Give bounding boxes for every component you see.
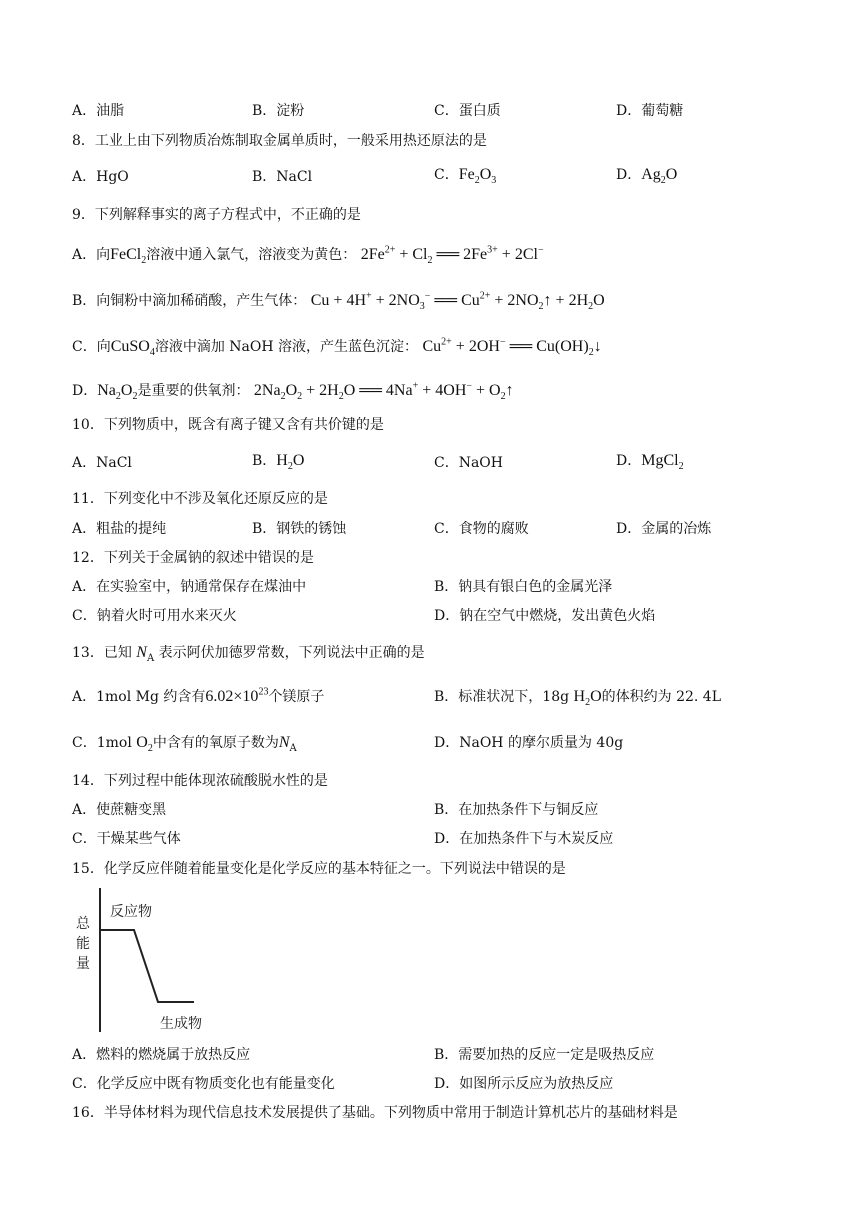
q7-option-d: D．葡萄糖 (616, 103, 684, 119)
q12-option-a: A．在实验室中，钠通常保存在煤油中 (72, 579, 307, 595)
q15-option-b: B．需要加热的反应一定是吸热反应 (434, 1047, 655, 1063)
q14-option-b: B．在加热条件下与铜反应 (434, 802, 599, 818)
q9-option-d: D．$Na_2O_2$是重要的供氧剂： $2Na_2O_2 + 2H_2O$ ══ $4Na^+ + 4OH^- + O_2↑$ (72, 380, 514, 403)
y-label-2: 能 (76, 936, 90, 952)
q15-stem: 15．化学反应伴随着能量变化是化学反应的基本特征之一。下列说法中错误的是 (72, 861, 566, 877)
q11-option-c: C．食物的腐败 (434, 521, 529, 537)
energy-curve (100, 930, 194, 1002)
q12-option-b: B．钠具有银白色的金属光泽 (434, 579, 613, 595)
q8-option-c: C．$Fe_2O_3$ (434, 166, 497, 187)
y-label-1: 总 (76, 916, 90, 932)
q14-option-a: A．使蔗糖变黑 (72, 802, 167, 818)
q10-stem: 10．下列物质中，既含有离子键又含有共价键的是 (72, 417, 384, 433)
q9-option-a: A．向FeCl$_2$溶液中通入氯气，溶液变为黄色： $2Fe^{2+} + Cl_2$ ══ $2Fe^{3+} + 2Cl^-$ (72, 244, 544, 267)
q8-option-d: D．$Ag_2O$ (616, 166, 678, 187)
q10-option-b: B．$H_2O$ (252, 452, 305, 473)
q10-option-c: C．NaOH (434, 455, 503, 471)
q9-option-b: B．向铜粉中滴加稀硝酸，产生气体： $Cu + 4H^+ + 2NO_3^-$ ══ $Cu^{2+}$ + $2NO_2↑ + 2H_2O$ (72, 290, 605, 313)
q14-stem: 14．下列过程中能体现浓硫酸脱水性的是 (72, 773, 328, 789)
q16-stem: 16．半导体材料为现代信息技术发展提供了基础。下列物质中常用于制造计算机芯片的基础材料是 (72, 1105, 678, 1121)
q13-option-b: B．标准状况下，18g $H_2O$的体积约为 22. 4L (434, 688, 722, 709)
q7-option-c: C．蛋白质 (434, 103, 501, 119)
energy-diagram (72, 884, 232, 1036)
reactant-label: 反应物 (110, 904, 152, 920)
q7-option-a: A．油脂 (72, 103, 125, 119)
q8-stem: 8．工业上由下列物质冶炼制取金属单质时，一般采用热还原法的是 (72, 133, 487, 149)
q12-option-d: D．钠在空气中燃烧，发出黄色火焰 (434, 608, 656, 624)
q7-option-b: B．淀粉 (252, 103, 305, 119)
q9-option-c: C．向CuSO$_4$溶液中滴加 NaOH 溶液，产生蓝色沉淀： $Cu^{2+} + 2OH^-$ ══ $Cu(OH)_2↓$ (72, 336, 602, 359)
product-label: 生成物 (160, 1016, 202, 1032)
q13-option-c: C．1mol $O_2$中含有的氧原子数为$N_A$ (72, 734, 297, 755)
q14-option-c: C．干燥某些气体 (72, 831, 181, 847)
q9-stem: 9．下列解释事实的离子方程式中，不正确的是 (72, 207, 361, 223)
q10-option-a: A．NaCl (72, 455, 132, 471)
q11-stem: 11．下列变化中不涉及氧化还原反应的是 (72, 491, 328, 507)
q13-stem: 13．已知 $N_A$ 表示阿伏加德罗常数，下列说法中正确的是 (72, 644, 425, 664)
q13-option-d: D．NaOH 的摩尔质量为 40g (434, 735, 624, 751)
q15-option-d: D．如图所示反应为放热反应 (434, 1076, 614, 1092)
q15-option-a: A．燃料的燃烧属于放热反应 (72, 1047, 251, 1063)
q10-option-d: D．MgCl$_2$ (616, 452, 684, 473)
q8-option-a: A．HgO (72, 169, 129, 185)
q14-option-d: D．在加热条件下与木炭反应 (434, 831, 614, 847)
q15-option-c: C．化学反应中既有物质变化也有能量变化 (72, 1076, 335, 1092)
q12-stem: 12．下列关于金属钠的叙述中错误的是 (72, 550, 314, 566)
q11-option-a: A．粗盐的提纯 (72, 521, 167, 537)
q8-option-b: B．NaCl (252, 169, 313, 185)
q13-option-a: A．1mol Mg 约含有$6.02\times 10^{23}$个镁原子 (72, 686, 325, 705)
q12-option-c: C．钠着火时可用水来灭火 (72, 608, 237, 624)
q11-option-d: D．金属的冶炼 (616, 521, 712, 537)
q11-option-b: B．钢铁的锈蚀 (252, 521, 347, 537)
y-label-3: 量 (76, 956, 90, 972)
